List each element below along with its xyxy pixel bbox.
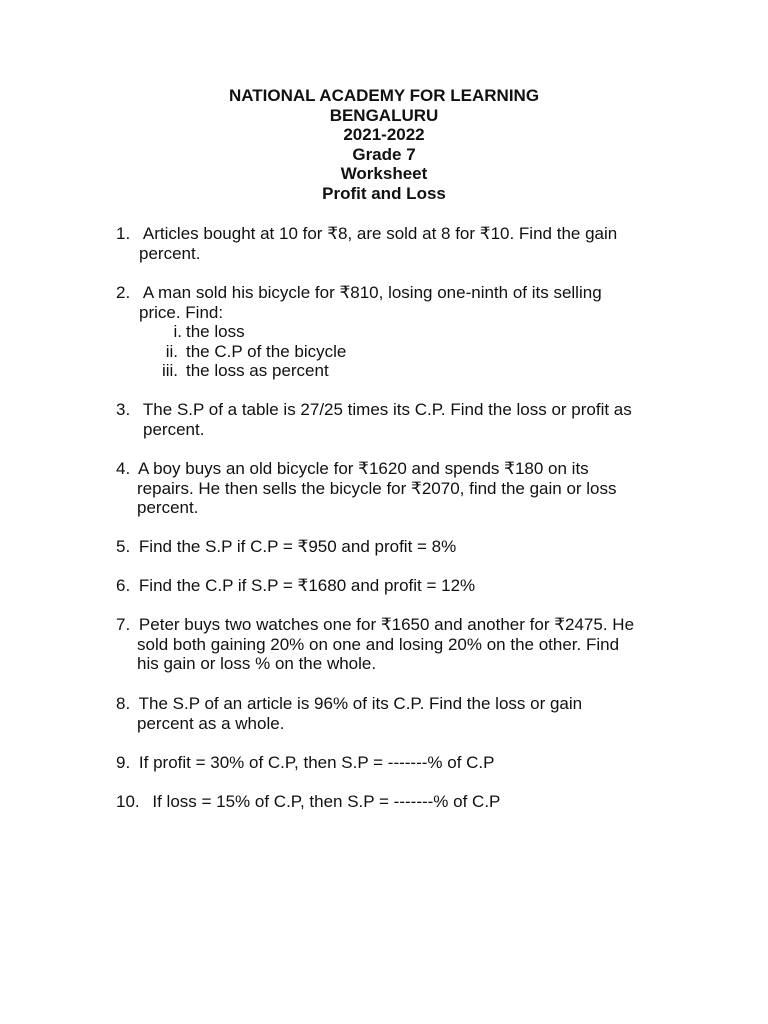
- question-text-line: his gain or loss % on the whole.: [137, 654, 377, 674]
- question-1: [116, 224, 676, 263]
- sub-item: [116, 361, 676, 381]
- sub-item-numeral: iii.: [161, 361, 178, 381]
- school-city: BENGALURU: [329, 105, 439, 125]
- question-text-line: If profit = 30% of C.P, then S.P = -------% of C.P: [138, 753, 495, 772]
- question-number: 1.: [116, 224, 131, 243]
- worksheet-header: [0, 86, 768, 204]
- question-text-line: percent.: [143, 419, 205, 439]
- sub-item-text: the C.P of the bicycle: [186, 341, 347, 361]
- question-text-line: The S.P of a table is 27/25 times its C.P. Find the loss or profit as: [142, 400, 632, 419]
- school-name: NATIONAL ACADEMY FOR LEARNING: [228, 86, 540, 105]
- sub-item-numeral: ii.: [165, 341, 178, 361]
- question-6: [116, 576, 676, 596]
- question-text-line: A boy buys an old bicycle for ₹1620 and spends ₹180 on its: [137, 459, 589, 478]
- question-text-line: A man sold his bicycle for ₹810, losing one-ninth of its selling: [142, 283, 602, 302]
- question-text-line: Peter buys two watches one for ₹1650 and another for ₹2475. He: [138, 615, 635, 634]
- question-number: 2.: [116, 283, 131, 302]
- question-9: [116, 753, 676, 773]
- question-number: 10.: [116, 792, 140, 811]
- question-3: [116, 400, 676, 439]
- question-text-line: The S.P of an article is 96% of its C.P. Find the loss or gain: [138, 694, 583, 713]
- question-text-line: Find the C.P if S.P = ₹1680 and profit = 12%: [138, 576, 476, 595]
- sub-item-text: the loss: [186, 322, 245, 342]
- question-number: 3.: [116, 400, 131, 419]
- question-8: [116, 694, 676, 733]
- question-number: 6.: [116, 576, 131, 595]
- question-text-line: Find the S.P if C.P = ₹950 and profit = 8%: [138, 537, 457, 556]
- sub-item: [116, 342, 676, 362]
- question-2: [116, 283, 676, 381]
- question-7: [116, 615, 676, 674]
- academic-year: 2021-2022: [343, 125, 425, 145]
- question-text-line: percent as a whole.: [137, 713, 285, 733]
- question-10: [116, 792, 676, 812]
- question-text-line: repairs. He then sells the bicycle for ₹2070, find the gain or loss: [137, 478, 617, 498]
- question-text-line: price. Find:: [139, 302, 224, 322]
- question-text-line: percent.: [137, 498, 199, 518]
- question-text-line: sold both gaining 20% on one and losing 20% on the other. Find: [137, 634, 620, 654]
- question-5: [116, 537, 676, 557]
- sub-item-numeral: i.: [173, 322, 182, 342]
- question-text-line: If loss = 15% of C.P, then S.P = -------% of C.P: [152, 792, 501, 811]
- question-number: 8.: [116, 694, 131, 713]
- grade-label: Grade 7: [352, 144, 416, 164]
- question-text-line: Articles bought at 10 for ₹8, are sold at 8 for ₹10. Find the gain: [142, 224, 618, 243]
- question-number: 9.: [116, 753, 131, 772]
- worksheet-topic: Profit and Loss: [322, 183, 446, 203]
- question-number: 5.: [116, 537, 131, 556]
- document-type: Worksheet: [340, 164, 428, 184]
- question-4: [116, 459, 676, 518]
- sub-item: [116, 322, 676, 342]
- sub-item-text: the loss as percent: [186, 361, 329, 381]
- question-text-line: percent.: [139, 243, 201, 263]
- question-number: 7.: [116, 615, 131, 634]
- question-number: 4.: [116, 459, 131, 478]
